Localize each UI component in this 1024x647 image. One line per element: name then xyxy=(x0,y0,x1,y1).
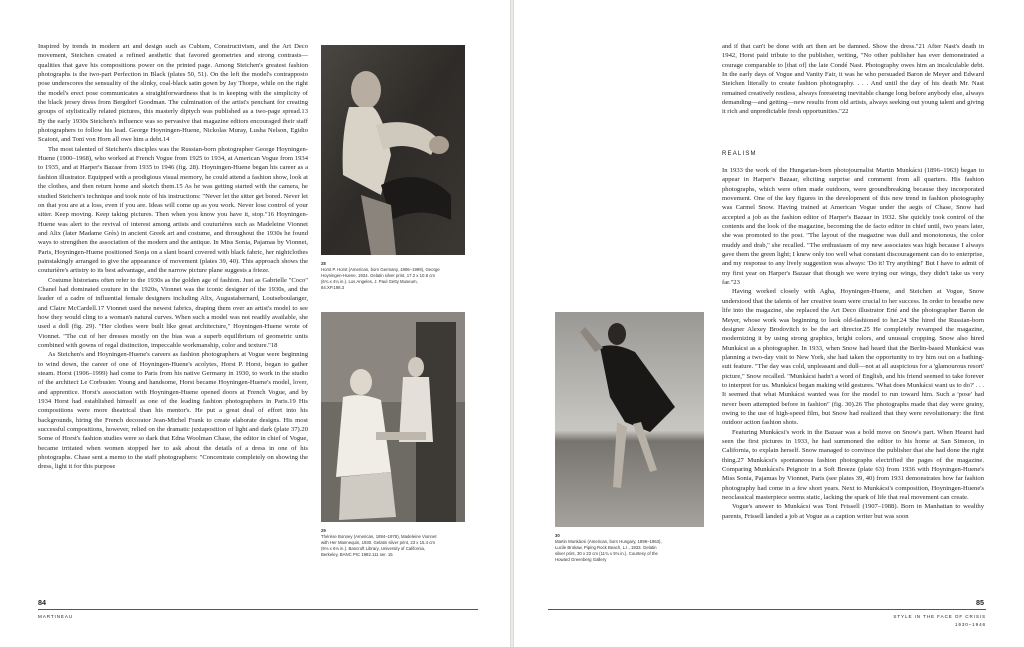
caption-text: Thérèse Bonney (American, 1894–1978), Madeleine Vionnet with Her Mannequin, 1930. Gelatin silver print, 23 x 15.4 cm (9⅛ x 6⅛ in.). Bancroft Library, University of California, Berkeley, BANC PIC 1982.111 ser. 15 xyxy=(321,534,437,557)
paragraph: and if that can't be done with art then art be damned. Show the dress."21 After Nast's death in 1942, Horst paid tribute to the publisher, writing, "No other publisher has ever demonstrated a courage comparable to [that of] the late Condé Nast. Photography owes him an incalculable debt. In the early days of Vogue and Vanity Fair, it was he who persuaded Baron de Meyer and Edward Steichen literally to create fashion photography. . . . And until the day of his death Mr. Nast remained creatively restless, always foreseeing inevitable change long before anybody else, always demanding—and getting—new results from old artists, always seeking out young talent and giving it rich and unpredictable fresh opportunities."22 xyxy=(722,43,984,116)
section-heading: REALISM xyxy=(722,151,757,157)
figure-number: 30 xyxy=(555,533,560,538)
photo-lucile-brokaw-beach xyxy=(555,312,704,527)
paragraph: As Steichen's and Hoyningen-Huene's careers as fashion photographers at Vogue were beginning to wind down, the career of one of Hoyningen-Huene's acolytes, Horst P. Horst, began to gather steam. Horst (1906–1999) had come to Paris from his native Germany in 1930, to work in the studio of the architect Le Corbusier. Young and handsome, Horst became Hoyningen-Huene's model, lover, and apprentice. Horst's association with Hoyningen-Huene opened doors at French Vogue, and by 1934 Horst had established himself as one of the leading fashion photographers in Paris.19 His compositions were more theatrical than his mentor's. He put a great deal of effort into his backgrounds, hiring the French decorator Jean-Michel Frank to create elaborate designs. His most successful compositions, however, relied on the dramatic juxtaposition of light and dark (plate 37).20 Some of Horst's fashion studies were so dark that Edna Woolman Chase, the editor in chief of Vogue, became irritated when women stopped her to ask about the details of a dress in one of his photographs. Chase sent a memo to the staff photographers: "Concentrate completely on showing the dress, light it for this purpose xyxy=(38,351,308,471)
caption-text: Martin Munkácsi (American, born Hungary, 1896–1963), Lucile Brokaw, Piping Rock Beach, L.I., 1933. Gelatin silver print, 30 x 23 cm (11¾ x 9⅛ in.). Courtesy of the Howard Greenberg Gallery xyxy=(555,539,662,562)
paragraph: Inspired by trends in modern art and design such as Cubism, Constructivism, and the Art Deco movement, Steichen created a refined aesthetic that favored geometries and strong contrasts—qualities that gave his compositions power on the printed page. Among Steichen's greatest fashion photographs is the two-part Perfection in Black (plates 50, 51). On the left the model's contrapposto pose underscores the sensuality of the slinky, coal-black satin gown by Jay Thorpe, while on the right the model's erect pose communicates a straightforwardness that is in keeping with the simplicity of the black jersey dress from Bergdorf Goodman. The culmination of the artist's penchant for creating groups of stylistically related pictures, this masterly diptych was published as a two-page spread.13 By the early 1930s Steichen's influence was so pervasive that magazine editors encouraged their staff photographers to follow his lead. George Hoyningen-Huene, Nickolas Muray, Lusha Nelson, Egidio Scaioni, and Toni von Horn all owe him a debt.14 xyxy=(38,43,308,144)
page-number-right: 85 xyxy=(976,598,984,607)
caption-fig30 xyxy=(555,533,665,563)
paragraph: Vogue's answer to Munkácsi was Toni Frissell (1907–1988). Born in Manhattan to wealthy parents, Frissell landed a job at Vogue as a caption writer but was soon xyxy=(722,503,984,520)
running-head-right: STYLE IN THE FACE OF CRISIS xyxy=(893,614,986,619)
left-body-text xyxy=(38,42,308,587)
paragraph: Having worked closely with Agha, Hoyningen-Huene, and Steichen at Vogue, Snow understood that the talents of her creative team were crucial to her success. In order to breathe new life into the magazine, she replaced the Art Deco illustrator Erté and the photographer Baron de Meyer, whose work was beginning to look old-fashioned to her.24 She hired the Russian-born designer Alexey Brodovitch to be the art director.25 He completely revamped the magazine, modernizing it by using strong graphics, bright colors, and unusual cropping. Snow also hired Munkácsi as a photographer. In 1933, when Snow had heard that the Berlin-based Munkácsi was planning a two-day visit to New York, she had taken the opportunity to try him out on a bathing-suit feature. "The day was cold, unpleasant and dull—not at all auspicious for a 'glamourous resort' picture," Snow recalled. "Munkácsi hadn't a word of English, and his friend seemed to take forever to interpret for us. Munkácsi began making wild gestures. 'What does Munkácsi want us to do?' . . . It seemed that what Munkácsi wanted was for the model to run toward him. Such a 'pose' had never been attempted before in fashion" (fig. 30).26 The photographs made that day were grainy, owing to the use of high-speed film, but Snow had realized that they were revolutionary: the first outdoor action fashion shots. xyxy=(722,288,984,427)
footer-rule-left xyxy=(38,609,478,610)
photo-vionnet-mannequin xyxy=(321,312,465,522)
photo-hoyningen-huene-portrait xyxy=(321,45,465,255)
paragraph: Costume historians often refer to the 1930s as the golden age of fashion. Just as Gabrielle "Coco" Chanel had dominated couture in the 1920s, Vionnet was the iconic designer of the 1930s, and the leader of a cadre of influential female designers including Alix, Augustabernard, Louiseboulanger, and Claire McCardell.17 Vionnet used the newest fabrics, draping them over an artist's model to see how they would cling to a woman's natural curves. When such a model was not readily available, she used a doll (fig. 29). "Her clothes were built like great architecture," Hoyningen-Huene wrote of Vionnet. "The cut of her dresses mostly on the bias was a superb equilibrium of geometric units combined with gowns of regal distinction, impeccable workmanship, color and texture."18 xyxy=(38,276,308,349)
right-body-text xyxy=(722,166,984,586)
running-head-left: MARTINEAU xyxy=(38,614,74,619)
running-head-right-dates: 1930–1946 xyxy=(954,622,986,627)
paragraph: The most talented of Steichen's disciples was the Russian-born photographer George Hoyningen-Huene (1900–1968), who worked at French Vogue from 1925 to 1934, at American Vogue from 1934 to 1935, and at Harper's Bazaar from 1935 to 1946 (fig. 28). Hoyningen-Huene began his career as a fashion illustrator. Equipped with a prodigious visual memory, he could attend a fashion show, look at the clothes, and then return home and sketch them.15 As he was getting started with the camera, he studied Steichen's technique and took note of his instructions: "Never let the sitter get bored. Never let on that you are at a loss, even if you are. Ideas will come up as you work. Never lose control of your sitter. Keep moving. Keep taking pictures. Then when you know you have it, stop."16 Hoyningen-Huene was alert to the revival of interest among artists and couturières such as Madeleine Vionnet and Alix (later Madame Grès) in ancient Greek art and costume, and throughout the 1930s he found ways to strengthen the association of the modern and the antique. In Miss Sonia, Pajamas by Vionnet, Paris, Hoyningen-Huene positioned Sonja on a slant board covered with black fabric, her nightclothes painstakingly arranged to give the appearance of movement (plates 39, 40). This approach shows the couturière's artistry to its best advantage, and the narrow picture plane suggests a frieze. xyxy=(38,145,308,275)
right-top-text xyxy=(722,42,984,137)
paragraph: Featuring Munkácsi's work in the Bazaar was a bold move on Snow's part. When Hearst had seen the first pictures in 1933, he had summoned the editor to his home at San Simeon, in California, to explain herself. Snow managed to convince the publisher that she had done the right thing.27 Munkácsi's spontaneous fashion photographs electrified the pages of the magazine. Comparing Munkácsi's Peignoir in a Soft Breeze (plate 63) from 1936 with Hoyningen-Huene's Miss Sonia, Pajamas by Vionnet, Paris (see plates 39, 40) from 1931 demonstrates how far fashion photography had come in a few short years. Next to Munkácsi's composition, Hoyningen-Huene's neoclassical masterpiece seems static, lacking the spark of life that real movement can create. xyxy=(722,428,984,502)
footer-rule-right xyxy=(548,609,986,610)
paragraph: In 1933 the work of the Hungarian-born photojournalist Martin Munkácsi (1896–1963) began to appear in Harper's Bazaar, eliciting surprise and comment from all quarters. His fashion photographs, which were often made outdoors, were groundbreaking because they incorporated movement. One of the key figures in the development of this new trend in fashion photography was Carmel Snow. Having trained at American Vogue under the aegis of Chase, Snow had accepted a job as the fashion editor of Harper's Bazaar in 1932. She quickly took control of the contents and the look of the magazine, becoming the de facto editor in chief until, two years later, she was promoted to the post. "The layout of the magazine was dull and monotonous, the color muddy and drab," she recalled. "The enthusiasm of my new associates was high because I always gave them the green light; I knew only too well what constant discouragement can do to enterprise, and my response to any lively suggestion was always: 'Do it! Try anything!' But I have to admit of my first year on Harper's Bazaar that though we were trying our wings, they didn't take us very far."23 xyxy=(722,167,984,287)
caption-fig29 xyxy=(321,528,441,558)
caption-fig28 xyxy=(321,261,441,291)
figure-number: 29 xyxy=(321,528,326,533)
page-number-left: 84 xyxy=(38,598,46,607)
caption-text: Horst P. Horst (American, born Germany, 1906–1999), George Hoyningen-Huene, 1934. Gelatin silver print, 17.2 x 10.8 cm (6¾ x 4¼ in.). Los Angeles, J. Paul Getty Museum, 84.XP.198.3 xyxy=(321,267,440,290)
figure-number: 28 xyxy=(321,261,326,266)
